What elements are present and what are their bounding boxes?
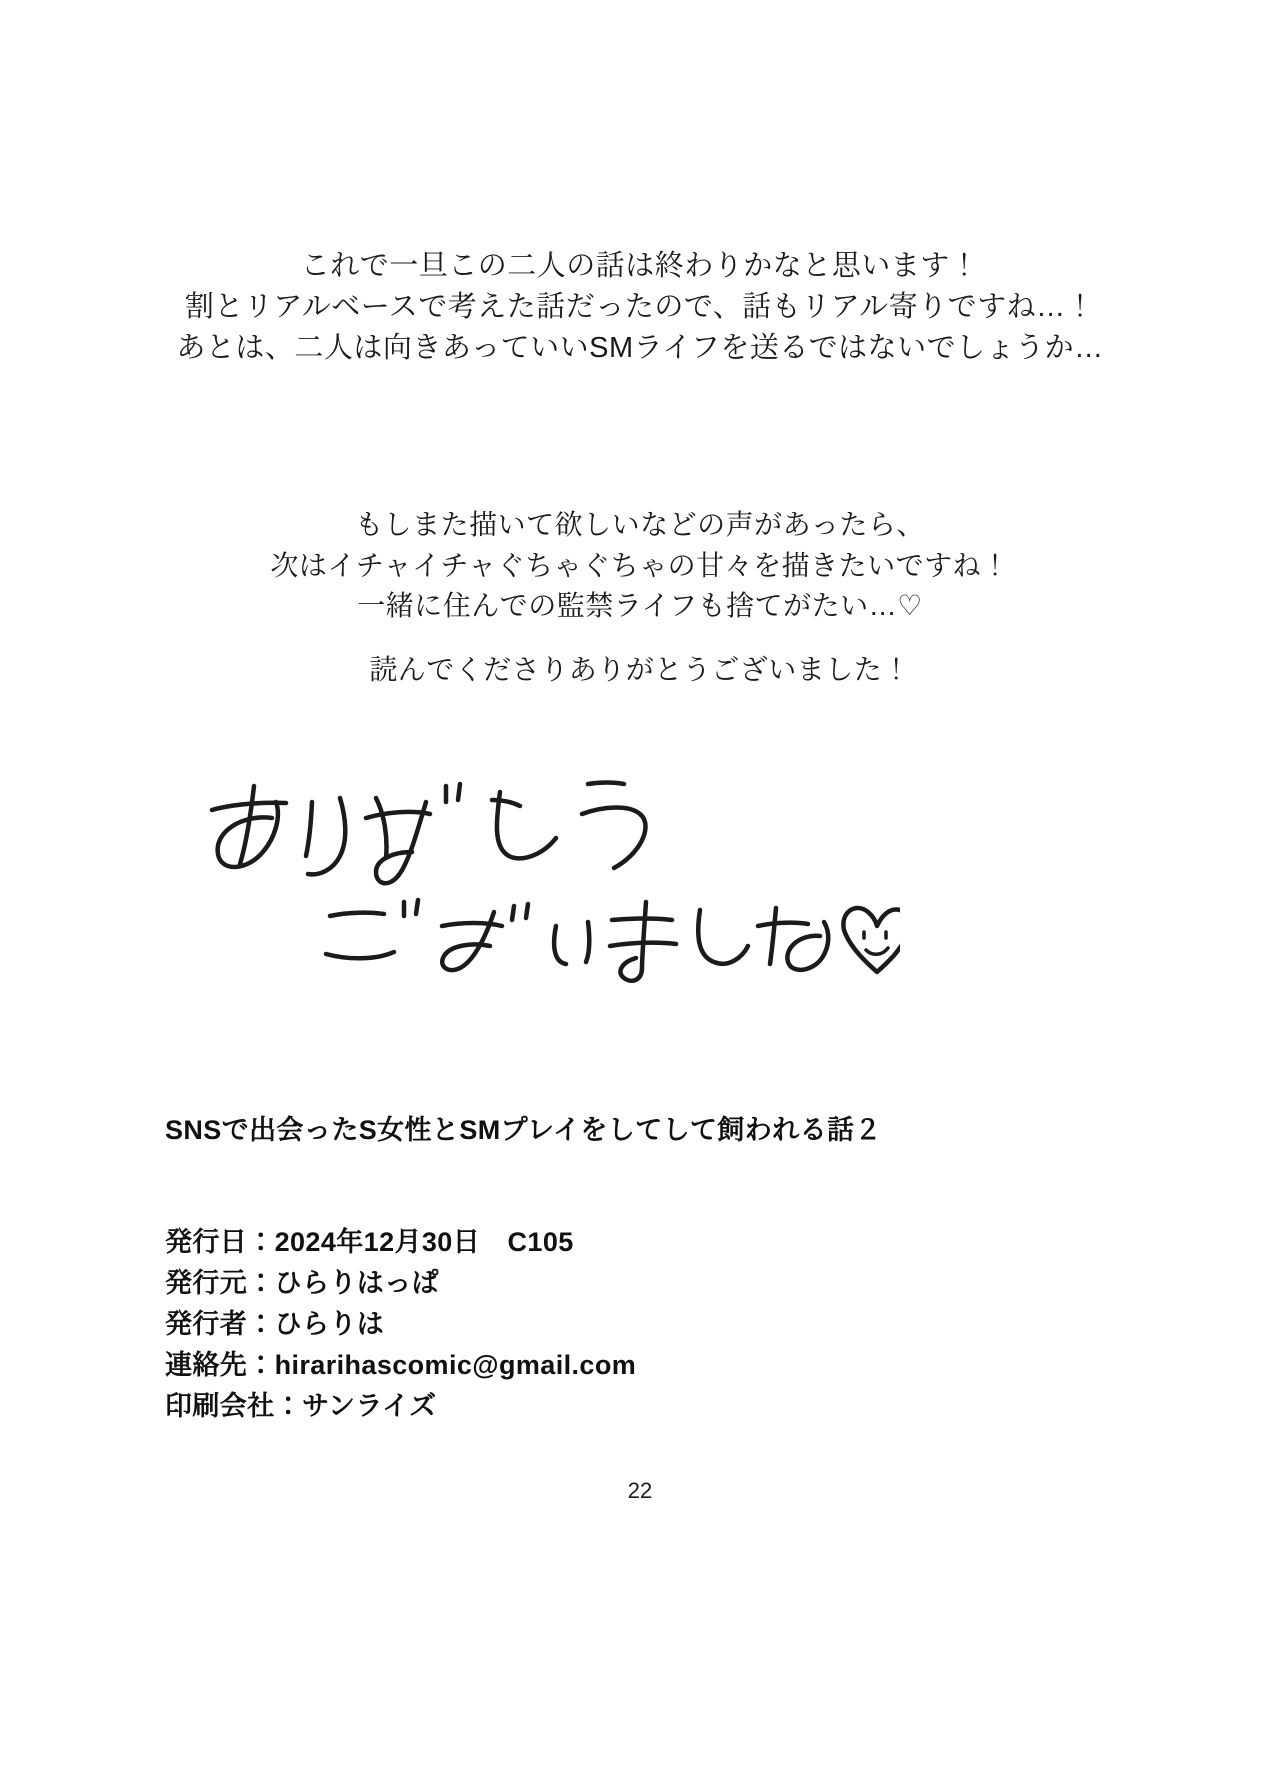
colophon-row-printer: 印刷会社：サンライズ [165, 1391, 437, 1422]
afterword-line: 一緒に住んでの監禁ライフも捨てがたい…♡ [357, 590, 923, 622]
afterword-line: もしまた描いて欲しいなどの声があったら、 [355, 509, 925, 540]
handwritten-thank-you [180, 740, 900, 1000]
afterword-line: 割とリアルベースで考えた話だったので、話もリアル寄りですね…！ [184, 291, 1096, 324]
colophon-row-contact: 連絡先：hirarihascomic@gmail.com [165, 1350, 637, 1381]
afterword-paragraph-1 [0, 246, 1280, 370]
afterword-paragraph-2 [0, 505, 1280, 627]
page-number: 22 [627, 1478, 653, 1503]
book-title: SNSで出会ったS女性とSMプレイをしてして飼われる話２ [165, 1115, 882, 1145]
afterword-line: あとは、二人は向きあっていいSMライフを送るではないでしょうか… [176, 332, 1104, 365]
colophon-row-publisher: 発行元：ひらりはっぱ [165, 1268, 439, 1299]
thanks-message: 読んでくださりありがとうございました！ [369, 654, 911, 685]
colophon-row-publish-date: 発行日：2024年12月30日 C105 [165, 1227, 574, 1257]
colophon-row-author: 発行者：ひらりは [165, 1309, 385, 1340]
afterword-line: 次はイチャイチャぐちゃぐちゃの甘々を描きたいですね！ [270, 549, 1010, 581]
colophon [165, 1222, 636, 1427]
afterword-line: これで一旦この二人の話は終わりかなと思います！ [300, 250, 980, 282]
